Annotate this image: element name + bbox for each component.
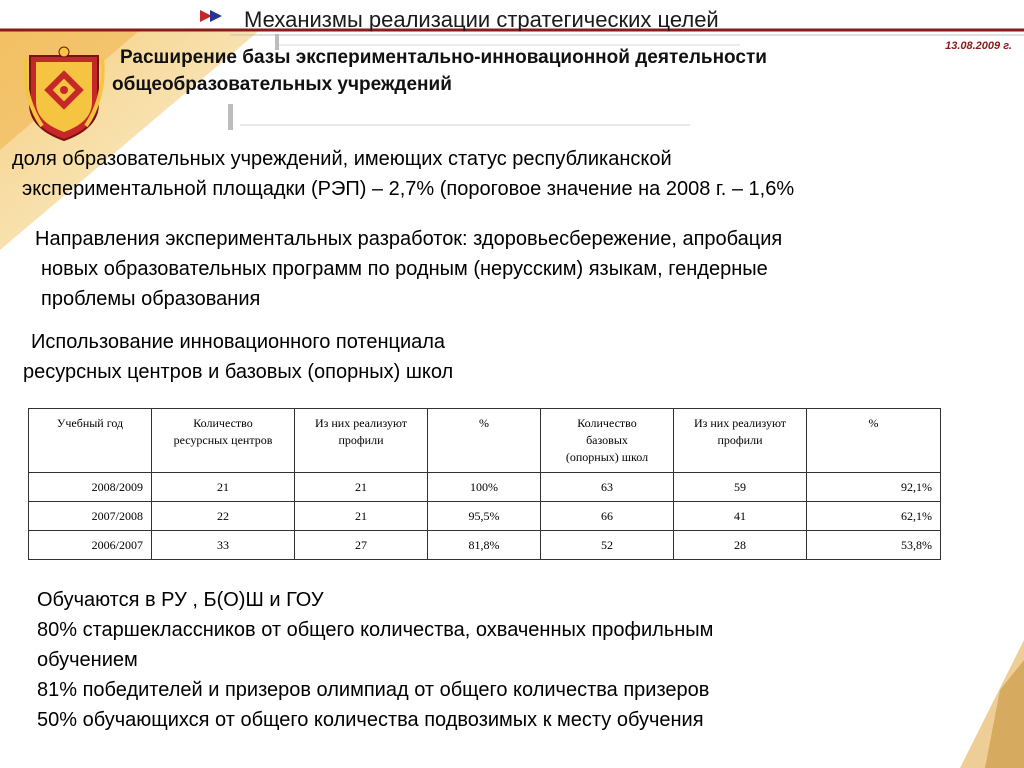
paragraph-line: доля образовательных учреждений, имеющих статус республиканской — [12, 148, 672, 170]
table-cell: 28 — [674, 531, 807, 560]
paragraph-directions — [35, 224, 782, 314]
subtitle-line-1: Расширение базы экспериментально-инновационной деятельности — [120, 47, 767, 68]
list-item: 81% победителей и призеров олимпиад от общего количества призеров — [37, 679, 710, 701]
list-item: 50% обучающихся от общего количества подвозимых к месту обучения — [37, 709, 704, 731]
subtitle-line-2: общеобразовательных учреждений — [112, 74, 452, 95]
list-item: 80% старшеклассников от общего количества, охваченных профильным — [37, 619, 714, 641]
paragraph-line: Направления экспериментальных разработок: здоровьесбережение, апробация — [35, 228, 783, 250]
table-cell: 95,5% — [428, 502, 541, 531]
table-cell: 62,1% — [807, 502, 941, 531]
table-cell: 33 — [152, 531, 295, 560]
table-header-cell: % — [428, 409, 541, 473]
table-header-cell: Из них реализуют профили — [674, 409, 807, 473]
table-cell: 53,8% — [807, 531, 941, 560]
slide-date: 13.08.2009 г. — [945, 40, 1012, 52]
table-cell: 21 — [152, 473, 295, 502]
header-arrow-icon — [200, 9, 228, 23]
table-cell: 59 — [674, 473, 807, 502]
table-cell: 2008/2009 — [29, 473, 152, 502]
slide-subtitle — [112, 44, 767, 98]
table-header-row — [29, 409, 941, 473]
table-row — [29, 502, 941, 531]
table-cell: 2006/2007 — [29, 531, 152, 560]
table-header-cell: % — [807, 409, 941, 473]
paragraph-line: экспериментальной площадки (РЭП) – 2,7% (пороговое значение на 2008 г. – 1,6% — [22, 178, 795, 200]
summary-list — [37, 585, 713, 735]
table-cell: 2007/2008 — [29, 502, 152, 531]
table-header-cell: Количество ресурсных центров — [152, 409, 295, 473]
list-item: Обучаются в РУ , Б(О)Ш и ГОУ — [37, 589, 324, 611]
emblem-icon — [22, 46, 106, 144]
table-cell: 52 — [541, 531, 674, 560]
paragraph-line: Использование инновационного потенциала — [31, 331, 446, 353]
paragraph-line: проблемы образования — [41, 288, 261, 310]
table-cell: 63 — [541, 473, 674, 502]
table-row — [29, 473, 941, 502]
paragraph-potential — [23, 327, 453, 387]
paragraph-line: ресурсных центров и базовых (опорных) школ — [23, 361, 454, 383]
table-cell: 21 — [295, 502, 428, 531]
list-item: обучением — [37, 649, 138, 671]
table-cell: 100% — [428, 473, 541, 502]
paragraph-line: новых образовательных программ по родным (нерусским) языкам, гендерные — [41, 258, 768, 280]
table-cell: 81,8% — [428, 531, 541, 560]
statistics-table — [28, 408, 941, 560]
table-cell: 21 — [295, 473, 428, 502]
header-title: Механизмы реализации стратегических целей — [244, 7, 719, 32]
table-header-cell: Количество базовых (опорных) школ — [541, 409, 674, 473]
table-cell: 66 — [541, 502, 674, 531]
paragraph-rep-share — [12, 144, 794, 204]
table-cell: 22 — [152, 502, 295, 531]
table-header-cell: Учебный год — [29, 409, 152, 473]
table-cell: 41 — [674, 502, 807, 531]
table-row — [29, 531, 941, 560]
table-header-cell: Из них реализуют профили — [295, 409, 428, 473]
table-cell: 27 — [295, 531, 428, 560]
table-cell: 92,1% — [807, 473, 941, 502]
